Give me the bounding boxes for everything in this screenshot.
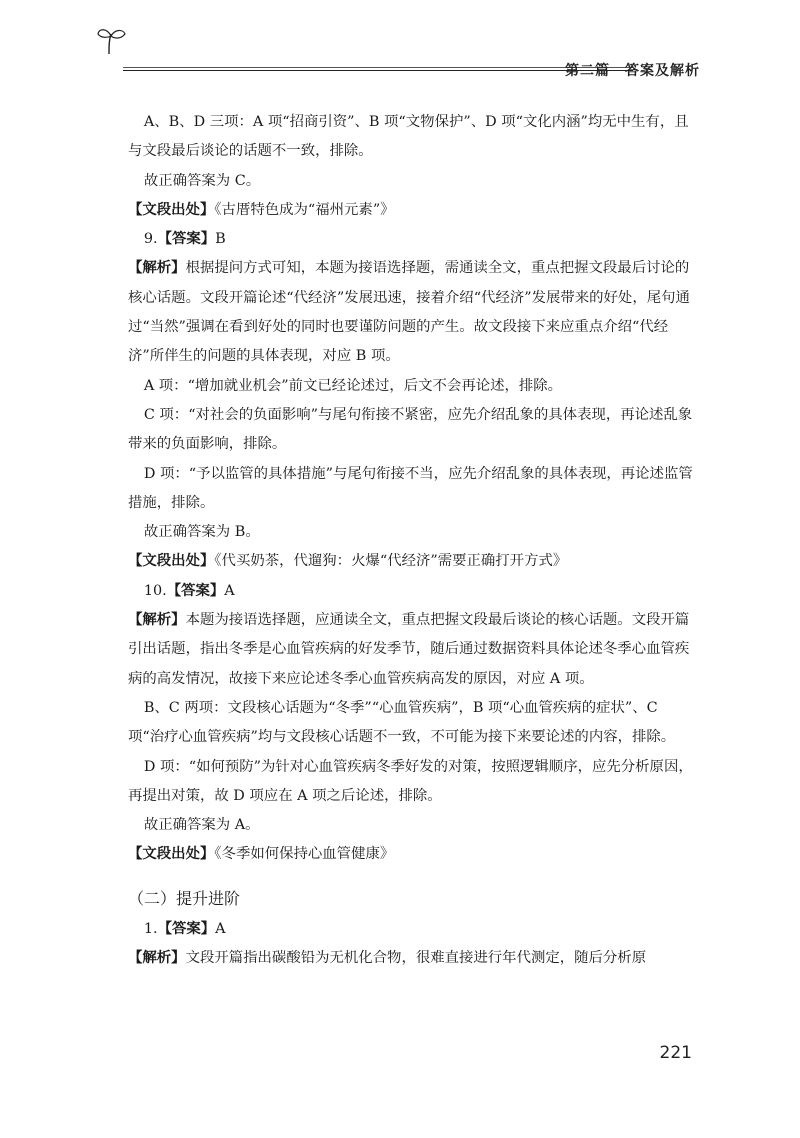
answer-line: 10.【答案】A bbox=[143, 582, 235, 599]
analysis-paragraph: 【解析】根据提问方式可知，本题为接语选择题，需通读全文，重点把握文段最后讨论的核心话题。文段开篇论述“代经济”发展迅速，接着介绍“代经济”发展带来的好处，尾句通过“当然”强调在看到好处的同时也要谨防问题的产生。故文段接下来应重点介绍“代经济”所伴生的问题的具体表现，对应 B 项。 bbox=[128, 260, 690, 365]
answer-line: 9.【答案】B bbox=[143, 231, 226, 248]
section-heading: （二）提升进阶 bbox=[128, 888, 241, 908]
source-line: 【文段出处】《冬季如何保持心血管健康》 bbox=[128, 846, 395, 863]
sprout-icon bbox=[95, 26, 129, 56]
paragraph-2: 故正确答案为 C。 bbox=[143, 172, 261, 189]
section-title: 第二篇 答案及解析 bbox=[565, 63, 700, 79]
header-rule bbox=[123, 70, 633, 71]
analysis-paragraph: 【解析】文段开篇指出碳酸铅为无机化合物，很难直接进行年代测定，随后分析原 bbox=[128, 950, 647, 967]
paragraph-1: A、B、D 三项：A 项“招商引资”、B 项“文物保护”、D 项“文化内涵”均无中生有，且与文段最后谈论的话题不一致，排除。 bbox=[128, 114, 689, 160]
page-header bbox=[95, 26, 700, 79]
paragraph-14: D 项：“如何预防”为针对心血管疾病冬季好发的对策，按照逻辑顺序，应先分析原因，再提出对策，故 D 项应在 A 项之后论述，排除。 bbox=[128, 758, 693, 804]
paragraph-6: A 项：“增加就业机会”前文已经论述过，后文不会再论述，排除。 bbox=[143, 377, 563, 394]
source-line: 【文段出处】《古厝特色成为“福州元素”》 bbox=[128, 201, 395, 218]
answer-line: 1.【答案】A bbox=[143, 921, 226, 938]
paragraph-13: B、C 两项：文段核心话题为“冬季”“心血管疾病”，B 项“心血管疾病的症状”、C 项“治疗心血管疾病”均与文段核心话题不一致，不可能为接下来要论述的内容，排除。 bbox=[128, 699, 676, 746]
paragraph-15: 故正确答案为 A。 bbox=[143, 817, 260, 834]
paragraph-7: C 项：“对社会的负面影响”与尾句衔接不紧密，应先介绍乱象的具体表现，再论述乱象带来的负面影响，排除。 bbox=[128, 406, 693, 453]
header-rule-thin bbox=[123, 67, 633, 68]
paragraph-8: D 项：“予以监管的具体措施”与尾句衔接不当，应先介绍乱象的具体表现，再论述监管措施，排除。 bbox=[128, 465, 693, 511]
page-number: 221 bbox=[659, 1043, 692, 1063]
answer-content bbox=[128, 108, 698, 974]
source-line: 【文段出处】《代买奶茶，代遛狗：火爆“代经济”需要正确打开方式》 bbox=[128, 553, 568, 570]
analysis-paragraph: 【解析】本题为接语选择题，应通读全文，重点把握文段最后谈论的核心话题。文段开篇引出话题，指出冬季是心血管疾病的好发季节，随后通过数据资料具体论述冬季心血管疾病的高发情况，故接下来应论述冬季心血管疾病高发的原因，对应 A 项。 bbox=[128, 612, 690, 687]
paragraph-9: 故正确答案为 B。 bbox=[143, 524, 260, 541]
